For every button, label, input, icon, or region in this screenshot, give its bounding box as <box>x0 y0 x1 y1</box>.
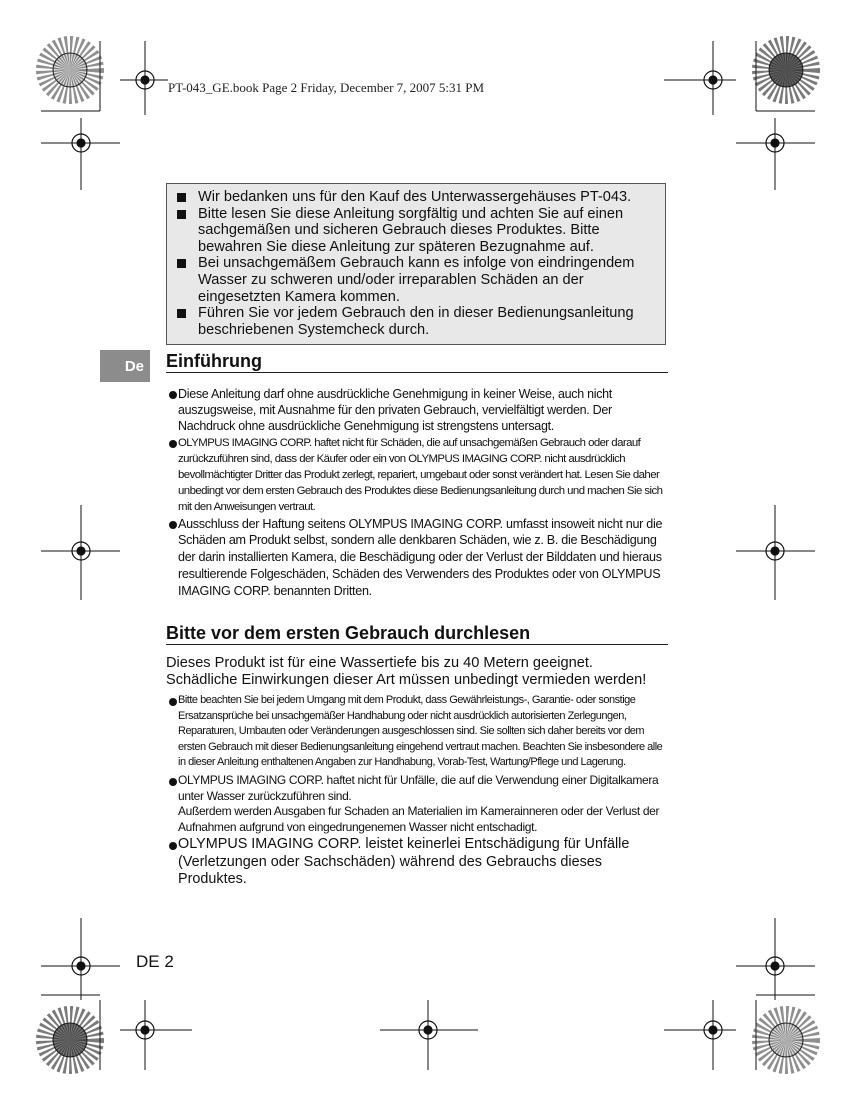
bullet-dot-icon <box>169 698 177 706</box>
bullet-dot-icon <box>169 440 177 448</box>
square-bullet-icon <box>177 309 186 318</box>
list-item <box>168 435 668 516</box>
page-number: DE 2 <box>136 952 174 971</box>
list-item <box>168 516 668 600</box>
notice-item <box>175 206 659 256</box>
list-item-text: OLYMPUS IMAGING CORP. leistet keinerlei Entschädigung für Unfälle (Verletzungen oder Sachschäden) während des Gebrauchs dieses Produktes. <box>178 836 630 888</box>
bullet-dot-icon <box>169 391 177 399</box>
bullet-dot-icon <box>169 842 177 850</box>
list-item-text: Bitte beachten Sie bei jedem Umgang mit dem Produkt, dass Gewährleistungs-, Garantie- oder sonstige Ersatzansprüche bei unsachgemäßer Handhabung oder nicht ausdrücklich autorisierten Zerlegungen, Reparaturen, Umbauten oder Veränderungen ausgeschlossen sind. Sie sollten sich daher bereits vor dem ersten Gebrauch mit dieser Bedienungsanleitung eingehend vertraut machen. Beachten Sie insbesondere alle in dieser Anleitung enthaltenen Angaben zur Handhabung, Vorab-Test, Wartung/Pflege und Lagerung. <box>178 694 663 769</box>
list-item-text: Außerdem werden Ausgaben fur Schaden an Materialien im Kamerainneren oder der Verlust der Aufnahmen aufgrund von eingedrungenemen Wasser nicht entschadigt. <box>178 804 660 834</box>
section-title-intro: Einführung <box>166 350 668 373</box>
list-item-text: Ausschluss der Haftung seitens OLYMPUS IMAGING CORP. umfasst insoweit nicht nur die Schäden am Produkt selbst, sondern alle denkbaren Schäden, wie z. B. die Beschädigung der darin installierten Kamera, die Beschädigung oder der Verlust der Bilddaten und hieraus resultierende Folgeschäden, Schäden des Verwenders des Produktes oder von OLYMPUS IMAGING CORP. benannten Dritten. <box>178 516 663 598</box>
notice-item <box>175 189 659 206</box>
notice-box <box>166 183 666 345</box>
notice-text: Wir bedanken uns für den Kauf des Unterwassergehäuses PT-043. <box>198 189 632 205</box>
read-first-paragraph <box>166 655 671 689</box>
intro-bullet-list <box>168 386 668 600</box>
list-item <box>168 386 668 435</box>
square-bullet-icon <box>177 210 186 219</box>
print-header: PT-043_GE.book Page 2 Friday, December 7, 2007 5:31 PM <box>168 80 485 95</box>
read-first-bullet-list <box>168 693 668 889</box>
bullet-dot-icon <box>169 521 177 529</box>
notice-text: Bei unsachgemäßem Gebrauch kann es infolge von eindringendem Wasser zu schweren und/oder irreparablen Schäden an der eingesetzten Kamera kommen. <box>198 255 635 305</box>
notice-text: Führen Sie vor jedem Gebrauch den in dieser Bedienungsanleitung beschriebenen Systemcheck durch. <box>198 305 634 338</box>
square-bullet-icon <box>177 259 186 268</box>
square-bullet-icon <box>177 193 186 202</box>
list-item-text: Diese Anleitung darf ohne ausdrückliche Genehmigung in keiner Weise, auch nicht auszugsweise, mit Ausnahme für den privaten Gebrauch, vervielfältigt werden. Der Nachdruck ohne ausdrückliche Genehmigung ist strengstens untersagt. <box>178 387 612 434</box>
list-item <box>168 773 668 835</box>
notice-text: Bitte lesen Sie diese Anleitung sorgfältig und achten Sie auf einen sachgemäßen und sicheren Gebrauch dieses Produktes. Bitte bewahren Sie diese Anleitung zur späteren Bezugnahme auf. <box>198 205 624 255</box>
notice-item <box>175 305 659 338</box>
paragraph-line: Schädliche Einwirkungen dieser Art müssen unbedingt vermieden werden! <box>166 672 647 688</box>
paragraph-line: Dieses Produkt ist für eine Wassertiefe bis zu 40 Metern geeignet. <box>166 655 593 671</box>
list-item-text: OLYMPUS IMAGING CORP. haftet nicht für Unfälle, die auf die Verwendung einer Digitalkamera unter Wasser zurückzuführen sind. <box>178 772 659 803</box>
list-item-text: OLYMPUS IMAGING CORP. haftet nicht für Schäden, die auf unsachgemäßen Gebrauch oder darauf zurückzuführen sind, dass der Käufer oder ein von OLYMPUS IMAGING CORP. nicht ausdrücklich bevollmächtigter Dritter das Produkt zerlegt, repariert, umgebaut oder sonst verändert hat. Lesen Sie daher unbedingt vor dem ersten Gebrauch des Produktes diese Bedienungsanleitung durch und machen Sie sich mit den Anweisungen vertraut. <box>178 436 663 514</box>
language-tab: De <box>100 350 150 382</box>
section-title-read-first: Bitte vor dem ersten Gebrauch durchlesen <box>166 622 668 645</box>
notice-item <box>175 255 659 305</box>
bullet-dot-icon <box>169 778 177 786</box>
list-item <box>168 836 668 889</box>
list-item <box>168 693 668 771</box>
